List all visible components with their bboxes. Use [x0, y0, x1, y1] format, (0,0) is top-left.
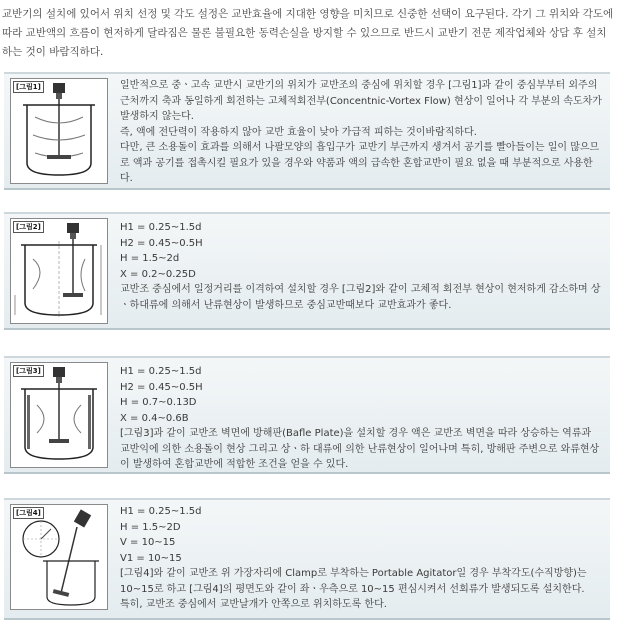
figure-2-diagram [10, 218, 108, 324]
figure-3-param-3: H = 0.7~0.13D [120, 397, 197, 408]
baffle-agitator-tank-drawing [11, 363, 107, 467]
figure-4-param-3: V = 10~15 [120, 537, 176, 548]
figure-card-1 [4, 72, 610, 190]
figure-2-label: [그림2] [13, 221, 44, 233]
figure-2-param-2: H2 = 0.45~0.5H [120, 237, 203, 249]
figure-4-param-2: H = 1.5~2D [120, 521, 181, 533]
figure-3-param-1: H1 = 0.25~1.5d [120, 366, 202, 377]
figure-4-paragraph-2: 특히, 교반조 중심에서 교반날개가 안쪽으로 위치하도록 한다. [120, 599, 387, 610]
figure-4-diagram [10, 504, 108, 610]
figure-3-param-2: H2 = 0.45~0.5H [120, 381, 203, 393]
figure-4-label: [그림4] [13, 507, 44, 519]
figure-1-diagram [10, 78, 108, 184]
figure-1-paragraph-2: 즉, 액에 전단력이 작용하지 않아 교반 효율이 낮아 가급적 피하는 것이바람직하다. [120, 126, 477, 138]
figure-2-param-1: H1 = 0.25~1.5d [120, 222, 202, 233]
figure-3-param-4: X = 0.4~0.6B [120, 412, 189, 424]
figure-1-label: [그림1] [13, 81, 44, 93]
portable-agitator-tank-drawing [11, 505, 107, 609]
figure-card-3 [4, 356, 610, 474]
figure-2-param-3: H = 1.5~2d [120, 253, 180, 264]
figure-3-paragraph-1: [그림3]과 같이 교반조 벽면에 방해판(Bafle Plate)을 설치할 경우 액은 교반조 벽면을 따라 상승하는 역류과 교반익에 의한 소용돌이 현상 그리고 상ㆍ하 대류에 의한 난류현상이 일어나며 특히, 방해판 주변으로 와류현상이 발생하여 혼합교반에 적합한 조건을 얻을 수 있다. [120, 428, 600, 470]
intro-text: 교반기의 설치에 있어서 위치 선정 및 각도 설정은 교반효율에 지대한 영향을 미치므로 신중한 선택이 요구된다. 각기 그 위치와 각도에 따라 교반액의 흐름이 현저하게 달라짐은 물론 불필요한 동력손실을 방지할 수 있으므로 반드시 교반기 전문 제작업체와 상담 후 설치하는 것이 바람직하다. [2, 8, 614, 58]
figure-card-2 [4, 212, 610, 330]
figure-4-param-1: H1 = 0.25~1.5d [120, 506, 202, 517]
figure-4-paragraph-1: [그림4]와 같이 교반조 위 가장자리에 Clamp로 부착하는 Portable Agitator일 경우 부착각도(수직방향)는 10~15로 하고 [그림4]의 평면도와 같이 좌ㆍ우측으로 10~15 편심시켜서 선회류가 발생되도록 설치한다. [120, 568, 587, 595]
figure-3-label: [그림3] [13, 365, 44, 377]
figure-3-diagram [10, 362, 108, 468]
figure-1-paragraph-3: 다만, 큰 소용돌이 효과를 의해서 나팔모양의 흡입구가 교반기 부근까지 생겨서 공기를 빨아들이는 일이 많으므로 액과 공기를 접촉시킬 필요가 있을 경우와 약품과 액의 급속한 혼합교반이 필요 없을 때 부분적으로 사용한다. [120, 142, 600, 184]
center-agitator-tank-drawing [11, 79, 107, 183]
figure-2-param-4: X = 0.2~0.25D [120, 268, 196, 280]
figure-card-4 [4, 498, 610, 620]
figure-4-param-4: V1 = 10~15 [120, 552, 182, 564]
offset-agitator-tank-drawing [11, 219, 107, 323]
figure-1-paragraph-1: 일반적으로 중ㆍ고속 교반시 교반기의 위치가 교반조의 중심에 위치할 경우 [그림1]과 같이 중심부부터 외주의 근처까지 축과 동일하게 회전하는 고체적회전부(Concentnic-Vortex Flow) 현상이 일어나 각 부분의 속도차가 발생하지 않는다. [120, 80, 602, 122]
figure-2-paragraph-1: 교반조 중심에서 일정거리를 이격하여 설치할 경우 [그림2]와 같이 고체적 회전부 현상이 현저하게 감소하며 상ㆍ하대류에 의해서 난류현상이 발생하므로 중심교반때보다 교반효과가 좋다. [120, 284, 601, 311]
